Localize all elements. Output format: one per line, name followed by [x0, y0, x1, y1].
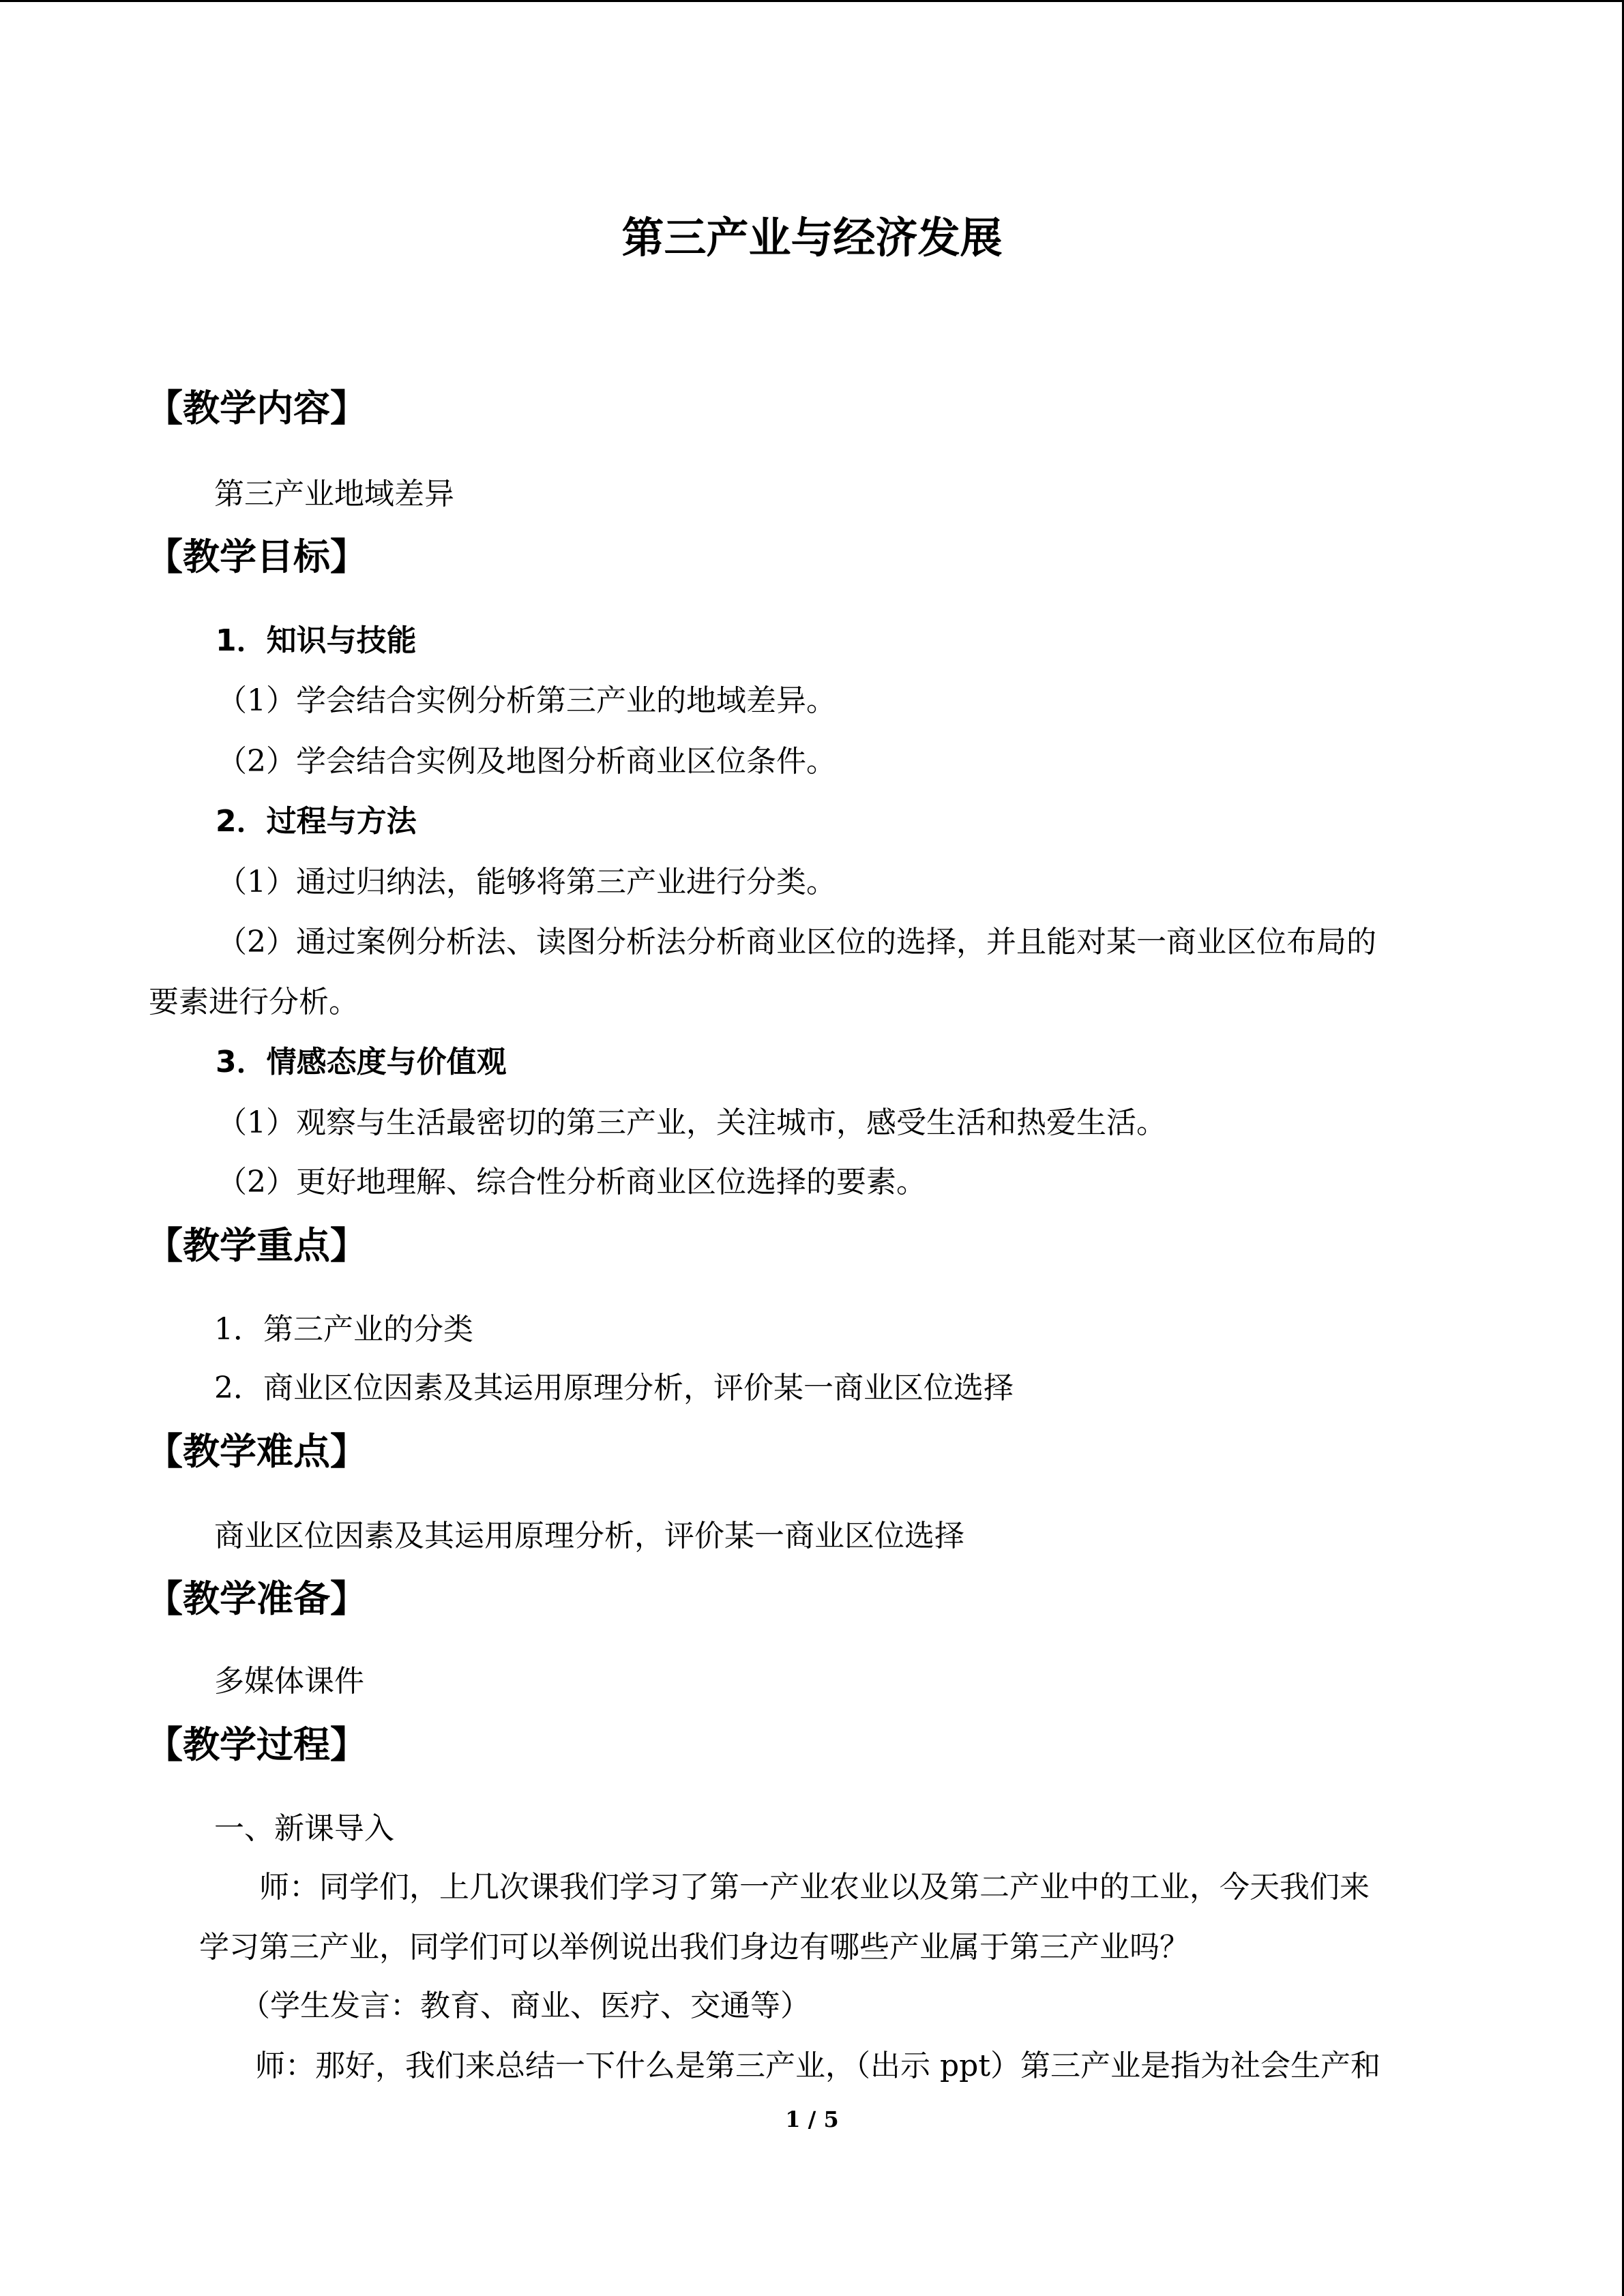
procedure-line: 师：那好，我们来总结一下什么是第三产业，（出示 ppt）第三产业是指为社会生产和 — [255, 2048, 1381, 2083]
goal-attitude-item: （2）更好地理解、综合性分析商业区位选择的要素。 — [217, 1165, 926, 1199]
heading-teaching-goals: 【教学目标】 — [146, 535, 367, 578]
key-point-item: 2．商业区位因素及其运用原理分析，评价某一商业区位选择 — [214, 1371, 1014, 1405]
goal-process-item-continued: 要素进行分析。 — [149, 985, 359, 1019]
procedure-line: 一、新课导入 — [214, 1811, 394, 1846]
goal-process-item: （1）通过归纳法，能够将第三产业进行分类。 — [217, 865, 836, 899]
heading-procedure: 【教学过程】 — [146, 1723, 367, 1766]
heading-difficulties: 【教学难点】 — [146, 1430, 367, 1473]
key-point-item: 1．第三产业的分类 — [214, 1312, 473, 1347]
document-title: 第三产业与经济发展 — [621, 213, 1003, 263]
goal-attitude-item: （1）观察与生活最密切的第三产业，关注城市，感受生活和热爱生活。 — [217, 1105, 1166, 1140]
heading-preparation: 【教学准备】 — [146, 1577, 367, 1620]
goal-knowledge-title: 1．知识与技能 — [216, 623, 417, 658]
preparation-text: 多媒体课件 — [214, 1664, 364, 1699]
goal-process-item: （2）通过案例分析法、读图分析法分析商业区位的选择，并且能对某一商业区位布局的 — [217, 925, 1376, 959]
goal-knowledge-item: （2）学会结合实例及地图分析商业区位条件。 — [217, 744, 836, 779]
goal-attitude-title: 3．情感态度与价值观 — [216, 1045, 507, 1079]
teaching-content-text: 第三产业地域差异 — [214, 477, 454, 511]
procedure-line: 师：同学们，上几次课我们学习了第一产业农业以及第二产业中的工业，今天我们来 — [259, 1870, 1370, 1905]
heading-key-points: 【教学重点】 — [146, 1224, 367, 1267]
page-number: 1 / 5 — [785, 2106, 839, 2132]
heading-teaching-content: 【教学内容】 — [146, 387, 367, 430]
procedure-line: （学生发言：教育、商业、医疗、交通等） — [240, 1988, 810, 2023]
page-border-top — [0, 0, 1624, 2]
goal-knowledge-item: （1）学会结合实例分析第三产业的地域差异。 — [217, 683, 836, 718]
goal-process-title: 2．过程与方法 — [216, 804, 417, 839]
procedure-line: 学习第三产业，同学们可以举例说出我们身边有哪些产业属于第三产业吗？ — [199, 1930, 1190, 1965]
difficulties-text: 商业区位因素及其运用原理分析，评价某一商业区位选择 — [214, 1519, 964, 1553]
